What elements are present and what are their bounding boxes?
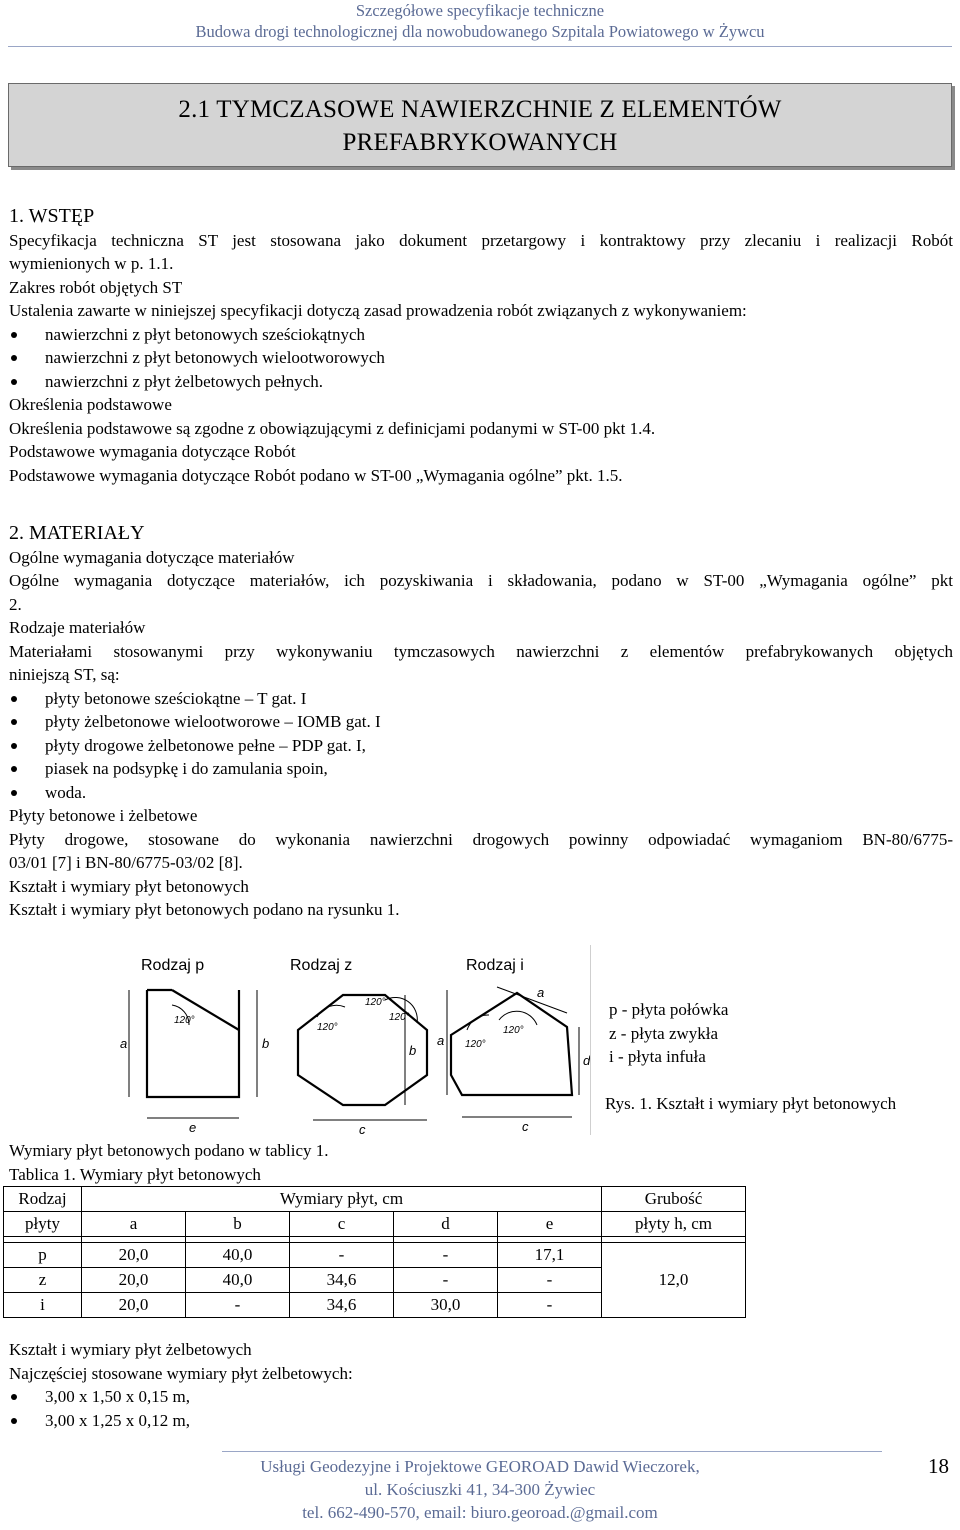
dim-angle: 120° — [503, 1025, 524, 1036]
list-item: 3,00 x 1,25 x 0,12 m, — [9, 1409, 953, 1433]
header-cell: Wymiary płyt, cm — [82, 1187, 602, 1212]
subsection-heading: Ogólne wymagania dotyczące materiałów — [9, 547, 295, 567]
paragraph-line: Specyfikacja techniczna ST jest stosowana jako dokument przetargowy i kontraktowy przy zlecaniu i realizacji Robót — [9, 230, 953, 250]
table-header-row — [4, 1187, 746, 1212]
dim-letter-e: e — [189, 1120, 197, 1135]
dim-letter-a: a — [437, 1033, 445, 1048]
header-cell: płyty — [4, 1212, 82, 1237]
table-intro — [9, 1139, 953, 1186]
footer-company: Usługi Geodezyjne i Projektowe GEOROAD Dawid Wieczorek, — [260, 1457, 700, 1476]
dim-angle: 120° — [317, 1022, 338, 1033]
section-heading: 2. MATERIAŁY — [9, 522, 145, 544]
dim-angle: 120° — [465, 1039, 486, 1050]
header-cell: Grubość — [602, 1187, 746, 1212]
table-cell: 40,0 — [186, 1268, 290, 1293]
section-heading: 1. WSTĘP — [9, 205, 95, 227]
section-rc-slabs — [9, 1338, 953, 1432]
paragraph-line: Podstawowe wymagania dotyczące Robót podano w ST-00 „Wymagania ogólne” pkt. 1.5. — [9, 465, 623, 485]
list-item: nawierzchni z płyt betonowych sześciokątnych — [9, 323, 953, 347]
list-item: 3,00 x 1,50 x 0,15 m, — [9, 1385, 953, 1409]
legend-item: z - płyta zwykła — [609, 1023, 719, 1043]
dimension-letters — [120, 985, 591, 1135]
paragraph-line: wymienionych w p. 1.1. — [9, 254, 174, 273]
table-caption: Tablica 1. Wymiary płyt betonowych — [9, 1164, 261, 1184]
table-cell: 34,6 — [290, 1268, 394, 1293]
header-cell: b — [186, 1212, 290, 1237]
list-item: płyty betonowe sześciokątne – T gat. I — [9, 687, 953, 711]
subsection-heading: Rodzaje materiałów — [9, 618, 146, 637]
header-cell: c — [290, 1212, 394, 1237]
running-header-project: Budowa drogi technologicznej dla nowobudowanego Szpitala Powiatowego w Żywcu — [195, 22, 765, 41]
page-number: 18 — [928, 1454, 949, 1478]
table-cell: - — [498, 1268, 602, 1293]
header-divider — [8, 46, 952, 47]
table-cell: p — [4, 1243, 82, 1268]
paragraph-line: Wymiary płyt betonowych podano w tablicy 1. — [9, 1141, 329, 1160]
table-cell: 40,0 — [186, 1243, 290, 1268]
subsection-heading: Płyty betonowe i żelbetowe — [9, 806, 198, 825]
header-cell: a — [82, 1212, 186, 1237]
subsection-heading: Zakres robót objętych ST — [9, 277, 183, 297]
footer-divider — [222, 1451, 882, 1452]
footer-contact: tel. 662-490-570, email: biuro.georoad.@gmail.com — [302, 1503, 658, 1522]
paragraph-line: Ogólne wymagania dotyczące materiałów, ich pozyskiwania i składowania, podano w ST-00 „Wymagania ogólne” pkt — [9, 571, 953, 590]
dim-angle: 120° — [174, 1015, 195, 1026]
legend-item: p - płyta połówka — [609, 1000, 729, 1019]
figure-label-i: Rodzaj i — [466, 957, 524, 974]
list-item: płyty żelbetonowe wielootworowe – IOMB gat. I — [9, 710, 953, 734]
table-cell: 20,0 — [82, 1293, 186, 1318]
dim-letter-c: c — [359, 1122, 366, 1135]
slab-p-outline — [147, 990, 572, 1105]
chapter-title — [8, 83, 952, 167]
chapter-title-line2: PREFABRYKOWANYCH — [342, 129, 618, 156]
paragraph-line: Płyty drogowe, stosowane do wykonania nawierzchni drogowych powinny odpowiadać wymaganiom BN-80/6775- — [9, 829, 953, 849]
dim-letter-c: c — [522, 1119, 529, 1134]
table-cell: - — [394, 1268, 498, 1293]
table-cell: - — [394, 1243, 498, 1268]
table-cell: - — [290, 1243, 394, 1268]
list-item: nawierzchni z płyt żelbetowych pełnych. — [9, 370, 953, 394]
figure-legend — [609, 998, 728, 1069]
table-cell: 34,6 — [290, 1293, 394, 1318]
dim-letter-a: a — [537, 985, 545, 1000]
figure-caption: Rys. 1. Kształt i wymiary płyt betonowych — [605, 1094, 897, 1113]
section-materials — [9, 522, 953, 922]
paragraph-line: 03/01 [7] i BN-80/6775-03/02 [8]. — [9, 853, 243, 872]
dim-letter-a: a — [120, 1036, 128, 1051]
table-cell: 17,1 — [498, 1243, 602, 1268]
header-cell: Rodzaj — [4, 1187, 82, 1212]
section-introduction — [9, 205, 953, 487]
footer-address: ul. Kościuszki 41, 34-300 Żywiec — [364, 1480, 596, 1499]
table-cell: - — [498, 1293, 602, 1318]
subsection-heading: Kształt i wymiary płyt żelbetowych — [9, 1340, 252, 1359]
paragraph-line: Określenia podstawowe są zgodne z obowiązującymi z definicjami podanymi w ST-00 pkt 1.4. — [9, 418, 656, 438]
table-cell: 20,0 — [82, 1268, 186, 1293]
dim-letter-b: b — [409, 1043, 417, 1058]
dimension-lines — [129, 987, 579, 1120]
table-cell: 20,0 — [82, 1243, 186, 1268]
table-cell: i — [4, 1293, 82, 1318]
paragraph-line: Ustalenia zawarte w niniejszej specyfikacji dotyczą zasad prowadzenia robót związanych z wykonywaniem: — [9, 301, 747, 320]
paragraph-line: niniejszą ST, są: — [9, 665, 120, 684]
list-item: nawierzchni z płyt betonowych wielootworowych — [9, 346, 953, 370]
legend-item: i - płyta infuła — [609, 1047, 706, 1066]
table-cell: 30,0 — [394, 1293, 498, 1318]
subsection-heading: Podstawowe wymagania dotyczące Robót — [9, 442, 296, 461]
dim-angle: 120° — [389, 1012, 410, 1023]
slab-shapes-drawing — [117, 945, 592, 1135]
list-item: płyty drogowe żelbetonowe pełne – PDP gat. I, — [9, 734, 953, 758]
dim-letter-b: b — [262, 1036, 270, 1051]
table-header-row — [4, 1212, 746, 1237]
running-header-title: Szczegółowe specyfikacje techniczne — [355, 1, 605, 20]
figure-label-z: Rodzaj z — [290, 957, 353, 974]
header-cell: e — [498, 1212, 602, 1237]
header-cell: d — [394, 1212, 498, 1237]
list-item: piasek na podsypkę i do zamulania spoin, — [9, 757, 953, 781]
paragraph-line: Kształt i wymiary płyt betonowych podano na rysunku 1. — [9, 900, 400, 919]
header-cell: płyty h, cm — [602, 1212, 746, 1237]
table-cell: - — [186, 1293, 290, 1318]
table-row — [4, 1243, 746, 1268]
paragraph-line: Materiałami stosowanymi przy wykonywaniu tymczasowych nawierzchni z elementów prefabrykowanych objętych — [9, 641, 953, 661]
table-cell-thickness: 12,0 — [602, 1243, 746, 1318]
subsection-heading: Określenia podstawowe — [9, 395, 172, 414]
figure-divider — [590, 945, 591, 1135]
paragraph-line: Najczęściej stosowane wymiary płyt żelbetowych: — [9, 1363, 353, 1383]
dim-letter-d: d — [583, 1053, 591, 1068]
table-cell: z — [4, 1268, 82, 1293]
chapter-title-line1: 2.1 TYMCZASOWE NAWIERZCHNIE Z ELEMENTÓW — [178, 96, 782, 123]
dim-angle: 120° — [365, 997, 386, 1008]
list-item: woda. — [9, 781, 953, 805]
figure-label-p: Rodzaj p — [141, 957, 205, 974]
slab-dimensions-table — [3, 1186, 746, 1318]
subsection-heading: Kształt i wymiary płyt betonowych — [9, 876, 249, 896]
paragraph-line: 2. — [9, 594, 22, 614]
